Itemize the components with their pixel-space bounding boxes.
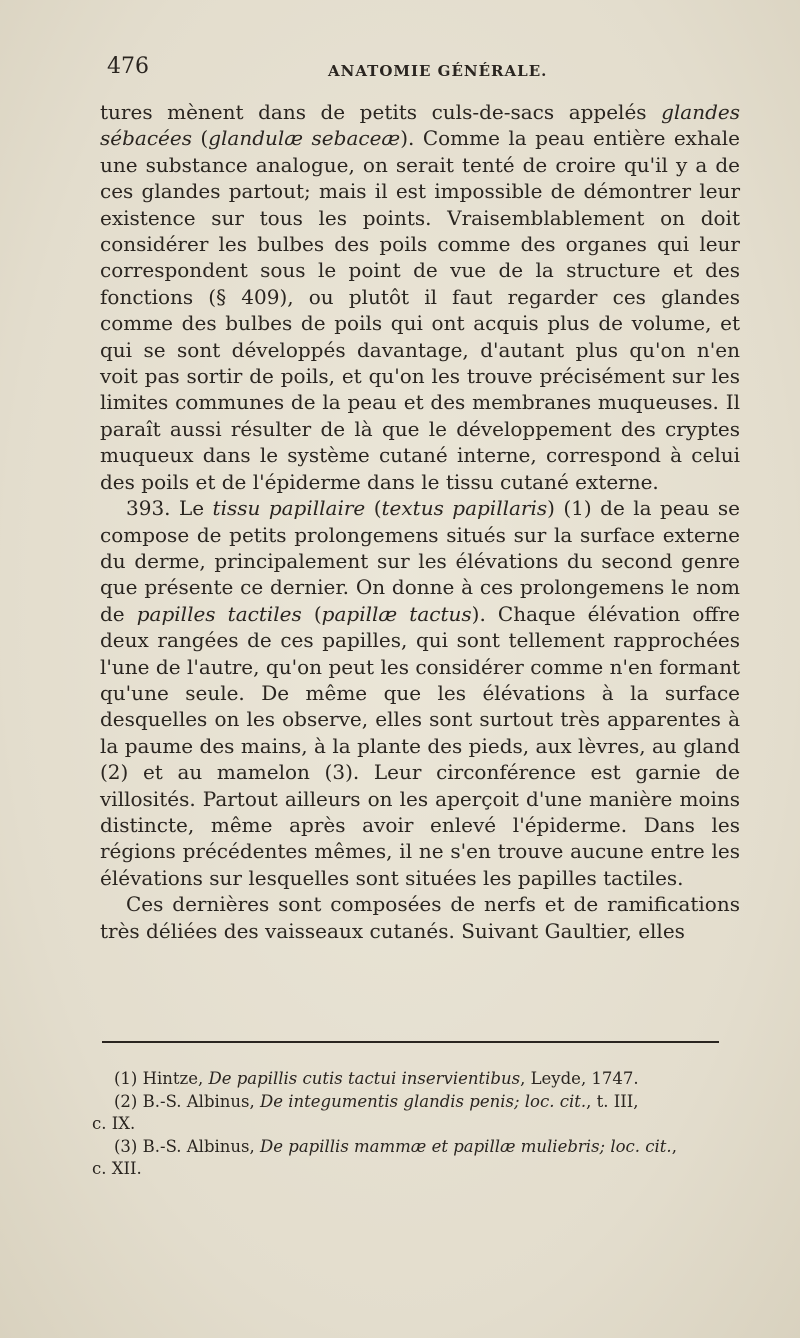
footnote-rule: [102, 1041, 719, 1043]
footnote-1: (1) Hintze, De papillis cutis tactui inservientibus, Leyde, 1747.: [114, 1069, 639, 1088]
paragraph-3: Ces dernières sont composées de nerfs et de ramifications très déliées des vaisseaux cutanés. Suivant Gaultier, elles: [100, 892, 740, 943]
page-number: 476: [107, 54, 149, 79]
paragraph-393: 393. Le tissu papillaire (textus papillaris) (1) de la peau se compose de petits prolongemens situés sur la surface externe du derme, principalement sur les élévations du second genre que présente ce dernier. On donne à ces prolongemens le nom de papilles tactiles (papillæ tactus). Chaque élévation offre deux rangées de ces papilles, qui sont tellement rapprochées l'une de l'autre, qu'on peut les considérer comme n'en formant qu'une seule. De même que les élévations à la surface desquelles on les observe, elles sont surtout très apparentes à la paume des mains, à la plante des pieds, aux lèvres, au gland (2) et au mamelon (3). Leur circonférence est garnie de villosités. Partout ailleurs on les aperçoit d'une manière moins distincte, même après avoir enlevé l'épiderme. Dans les régions précédentes mêmes, il ne s'en trouve aucune entre les élévations sur lesquelles sont situées les papilles tactiles.: [100, 496, 741, 890]
footnote-3: (3) B.-S. Albinus, De papillis mammæ et papillæ muliebris; loc. cit., c. XII.: [92, 1136, 677, 1178]
body-text: [100, 99, 740, 944]
running-title: ANATOMIE GÉNÉRALE.: [328, 62, 548, 80]
footnotes: [92, 1068, 722, 1181]
paragraph-1: tures mènent dans de petits culs-de-sacs appelés glandes sébacées (glandulæ sebaceæ). Comme la peau entière exhale une substance analogue, on serait tenté de croire qu'il y a de ces glandes partout; mais il est impossible de démontrer leur existence sur tous les points. Vraisemblablement on doit considérer les bulbes des poils comme des organes qui leur correspondent sous le point de vue de la structure et des fonctions (§ 409), ou plutôt il faut regarder ces glandes comme des bulbes de poils qui ont acquis plus de volume, et qui se sont développés davantage, d'autant plus qu'on n'en voit pas sortir de poils, et qu'on les trouve précisément sur les limites communes de la peau et des membranes muqueuses. Il paraît aussi résulter de là que le développement des cryptes muqueux dans le système cutané interne, correspond à celui des poils et de l'épiderme dans le tissu cutané externe.: [100, 100, 740, 494]
footnote-2: (2) B.-S. Albinus, De integumentis glandis penis; loc. cit., t. III, c. IX.: [92, 1091, 639, 1133]
